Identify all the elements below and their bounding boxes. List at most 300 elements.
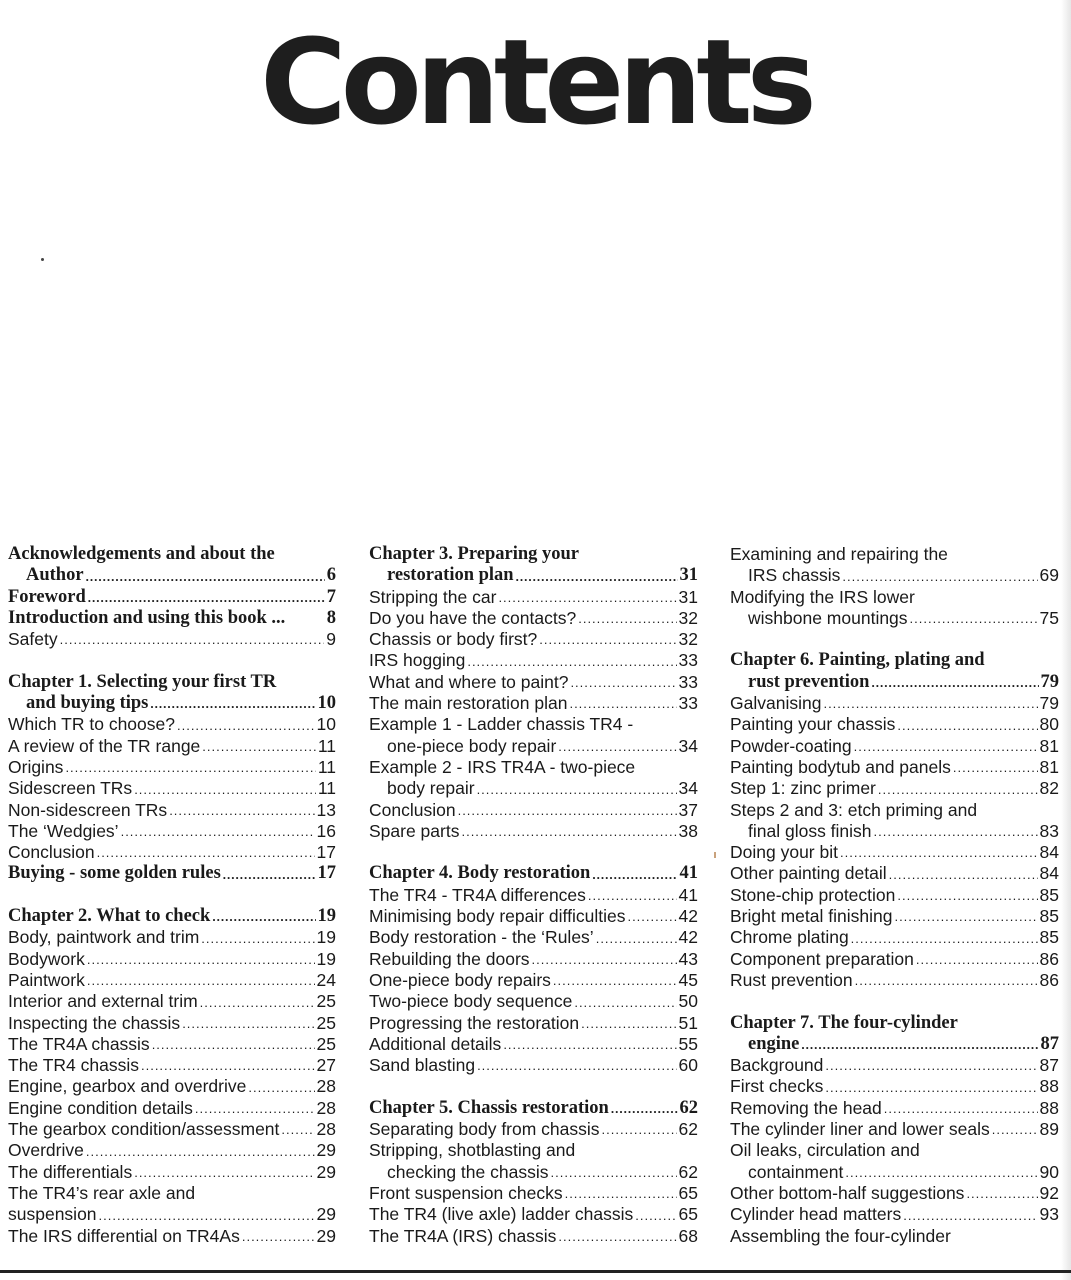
toc-entry [730, 778, 1059, 799]
toc-page-number: 50 [678, 991, 698, 1012]
toc-entry-line [730, 757, 1059, 778]
dot-leader [242, 1230, 315, 1247]
toc-entry-label: rust prevention [748, 671, 870, 692]
toc-entry-label: Overdrive [8, 1140, 84, 1161]
print-speck [714, 852, 716, 858]
dot-leader [498, 591, 676, 608]
toc-entry [730, 1098, 1059, 1119]
toc-page-number: 55 [678, 1033, 698, 1054]
toc-entry [369, 1119, 698, 1140]
dot-leader [86, 1145, 315, 1162]
toc-page-number: 42 [678, 906, 698, 927]
toc-entry [730, 1119, 1059, 1140]
toc-entry [369, 991, 698, 1012]
toc-entry [730, 587, 1059, 630]
toc-entry-line [369, 949, 698, 970]
toc-entry-line [730, 587, 1059, 608]
toc-entry-line [8, 927, 336, 948]
toc-page-number: 88 [1039, 1076, 1059, 1097]
toc-entry-label: Chapter 6. Painting, plating and [730, 650, 985, 671]
toc-entry-line [730, 970, 1059, 991]
toc-entry-line [8, 565, 336, 586]
toc-entry-line [730, 778, 1059, 799]
toc-entry [8, 1076, 336, 1097]
toc-entry-line [730, 1013, 1059, 1034]
toc-entry-label: Body restoration - the ‘Rules’ [369, 927, 594, 948]
toc-entry [730, 693, 1059, 714]
toc-entry-line [8, 778, 336, 799]
toc-entry [369, 949, 698, 970]
toc-entry-line [8, 800, 336, 821]
toc-entry-line [8, 1055, 336, 1076]
toc-entry-label: engine [748, 1033, 800, 1054]
dot-leader [539, 633, 676, 650]
toc-entry-label: Example 1 - Ladder chassis TR4 - [369, 714, 634, 735]
toc-entry-label: one-piece body repair [387, 735, 557, 756]
toc-entry [730, 1183, 1059, 1204]
toc-page-number: 25 [316, 991, 336, 1012]
toc-entry-line [730, 714, 1059, 735]
toc-entry-line [8, 1076, 336, 1097]
toc-heading-entry [8, 906, 336, 927]
toc-page-number: 41 [678, 884, 698, 905]
toc-entry [369, 927, 698, 948]
dot-leader [87, 953, 315, 970]
toc-heading-entry [8, 544, 336, 587]
dot-leader [570, 676, 676, 693]
toc-entry-label: and buying tips [26, 693, 149, 714]
toc-entry-line [369, 757, 698, 778]
toc-entry-label: Non-sidescreen TRs [8, 799, 168, 820]
toc-entry [369, 1140, 698, 1183]
toc-page-number: 8 [326, 607, 336, 628]
toc-page-number: 88 [1039, 1097, 1059, 1118]
section-gap [8, 885, 336, 906]
toc-entry-label: Body, paintwork and trim [8, 927, 200, 948]
toc-entry [730, 927, 1059, 948]
dot-leader [182, 1017, 314, 1034]
dot-leader [97, 846, 315, 863]
toc-entry-line [369, 821, 698, 842]
toc-entry-label: containment [748, 1161, 844, 1182]
toc-entry [369, 800, 698, 821]
toc-page-number: 81 [1039, 756, 1059, 777]
toc-page-number: 19 [316, 927, 336, 948]
toc-entry-line [730, 1183, 1059, 1204]
toc-entry [8, 991, 336, 1012]
toc-entry-line [369, 672, 698, 693]
dot-leader [910, 612, 1038, 629]
toc-entry [8, 842, 336, 863]
dot-leader [825, 1059, 1037, 1076]
toc-entry-label: What and where to paint? [369, 671, 569, 692]
toc-entry-line [730, 608, 1059, 629]
toc-entry [8, 1119, 336, 1140]
dot-leader [532, 953, 677, 970]
dot-leader [878, 783, 1038, 800]
toc-entry [730, 949, 1059, 970]
toc-entry [369, 672, 698, 693]
toc-entry-line [8, 1204, 336, 1225]
toc-entry-label: Spare parts [369, 820, 460, 841]
dot-leader [152, 1038, 315, 1055]
toc-entry-label: The TR4 - TR4A differences [369, 884, 586, 905]
toc-entry-label: Powder-coating [730, 735, 852, 756]
page-title: Contents [260, 13, 811, 151]
toc-entry-line [730, 906, 1059, 927]
toc-entry [8, 949, 336, 970]
toc-entry-line [369, 587, 698, 608]
toc-entry-line [369, 991, 698, 1012]
toc-entry [8, 778, 336, 799]
toc-entry-line [730, 1204, 1059, 1225]
dot-leader [86, 570, 325, 587]
toc-entry [369, 906, 698, 927]
toc-entry-label: Painting your chassis [730, 714, 896, 735]
toc-entry-label: Doing your bit [730, 842, 838, 863]
toc-entry-line [8, 1119, 336, 1140]
toc-entry-label: Which TR to choose? [8, 714, 175, 735]
toc-entry-label: The TR4A (IRS) chassis [369, 1225, 557, 1246]
toc-page-number: 24 [316, 969, 336, 990]
toc-entry-label: The differentials [8, 1161, 133, 1182]
toc-column-3 [730, 544, 1059, 1247]
toc-entry-label: Two-piece body sequence [369, 991, 573, 1012]
toc-entry-label: The TR4’s rear axle and [8, 1182, 196, 1203]
toc-entry [8, 821, 336, 842]
toc-entry-line [8, 672, 336, 693]
toc-entry-line [369, 565, 698, 586]
dot-leader [169, 804, 314, 821]
toc-entry-label: Other bottom-half suggestions [730, 1182, 965, 1203]
dot-leader [212, 910, 315, 927]
toc-entry [369, 821, 698, 842]
toc-entry-label: wishbone mountings [748, 607, 908, 628]
toc-entry-label: Chapter 4. Body restoration [369, 863, 591, 884]
toc-page-number: 85 [1039, 884, 1059, 905]
toc-entry-line [730, 1098, 1059, 1119]
dot-leader [177, 719, 315, 736]
toc-entry-line [730, 1226, 1059, 1247]
toc-entry-label: The TR4 chassis [8, 1055, 139, 1076]
toc-entry [8, 1183, 336, 1226]
dot-leader [503, 1038, 676, 1055]
toc-page-number: 38 [678, 820, 698, 841]
dot-leader [565, 1187, 677, 1204]
toc-entry [8, 736, 336, 757]
toc-entry [730, 863, 1059, 884]
toc-entry-line [8, 970, 336, 991]
toc-entry-label: Engine, gearbox and overdrive [8, 1076, 247, 1097]
toc-page-number: 86 [1039, 948, 1059, 969]
toc-entry-line [369, 1140, 698, 1161]
toc-entry-label: Engine condition details [8, 1097, 193, 1118]
toc-entry-label: Oil leaks, circulation and [730, 1140, 920, 1161]
toc-entry [369, 970, 698, 991]
toc-entry [369, 1055, 698, 1076]
dot-leader [592, 868, 677, 885]
toc-page-number: 42 [678, 927, 698, 948]
toc-entry-line [8, 629, 336, 650]
toc-entry-line [369, 1055, 698, 1076]
toc-heading-entry [8, 587, 336, 608]
toc-entry-label: Stripping, shotblasting and [369, 1140, 576, 1161]
toc-page-number: 83 [1039, 820, 1059, 841]
toc-page-number: 29 [316, 1204, 336, 1225]
section-gap [369, 842, 698, 863]
toc-entry-line [730, 821, 1059, 842]
toc-entry [369, 1204, 698, 1225]
toc-entry-line [730, 1119, 1059, 1140]
toc-entry-label: The ‘Wedgies’ [8, 820, 119, 841]
toc-entry-line [369, 800, 698, 821]
toc-entry [369, 714, 698, 757]
toc-page-number: 81 [1039, 735, 1059, 756]
dot-leader [842, 570, 1037, 587]
dot-leader [88, 591, 325, 608]
toc-entry-label: The TR4 (live axle) ladder chassis [369, 1204, 634, 1225]
toc-entry-line [8, 544, 336, 565]
toc-entry-label: Component preparation [730, 948, 914, 969]
toc-entry [730, 757, 1059, 778]
toc-entry-label: restoration plan [387, 565, 514, 586]
dot-leader [596, 932, 677, 949]
toc-entry [8, 1226, 336, 1247]
dot-leader [992, 1123, 1038, 1140]
toc-page-number: 32 [678, 607, 698, 628]
toc-entry-label: Buying - some golden rules [8, 863, 221, 884]
toc-entry-line [369, 863, 698, 884]
toc-entry-label: The TR4A chassis [8, 1033, 150, 1054]
toc-entry [369, 693, 698, 714]
dot-leader [550, 1166, 676, 1183]
toc-page-number: 41 [679, 863, 698, 884]
toc-page-number: 16 [316, 820, 336, 841]
dot-leader [195, 1102, 315, 1119]
toc-entry-label: Examining and repairing the [730, 544, 948, 564]
toc-page-number: 11 [317, 756, 336, 777]
dot-leader [248, 1081, 314, 1098]
toc-page-number: 10 [316, 714, 336, 735]
dot-leader [635, 1209, 676, 1226]
dot-leader [894, 910, 1037, 927]
dot-leader [200, 996, 315, 1013]
toc-entry-label: The gearbox condition/assessment [8, 1119, 280, 1140]
dot-leader [953, 761, 1038, 778]
toc-entry-line [730, 1140, 1059, 1161]
toc-entry-line [8, 1162, 336, 1183]
toc-entry-label: Conclusion [369, 799, 456, 820]
toc-entry [730, 1076, 1059, 1097]
toc-entry-label: Step 1: zinc primer [730, 778, 876, 799]
section-gap [730, 629, 1059, 650]
toc-heading-entry [8, 608, 336, 629]
toc-entry [369, 1183, 698, 1204]
toc-page-number: 93 [1039, 1204, 1059, 1225]
dot-leader [134, 783, 316, 800]
dot-leader [467, 655, 676, 672]
toc-page-number: 62 [678, 1119, 698, 1140]
toc-entry [730, 970, 1059, 991]
toc-heading-entry [730, 650, 1059, 693]
toc-entry-line [369, 1034, 698, 1055]
toc-entry [730, 1204, 1059, 1225]
toc-entry-label: Author [26, 565, 84, 586]
toc-entry-label: Chapter 3. Preparing your [369, 544, 580, 564]
dot-leader [966, 1187, 1037, 1204]
toc-page-number: 69 [1039, 565, 1059, 586]
toc-entry-line [730, 842, 1059, 863]
toc-page-number: 29 [316, 1225, 336, 1246]
toc-entry-line [730, 927, 1059, 948]
toc-entry [369, 885, 698, 906]
dot-leader [574, 996, 676, 1013]
toc-entry-line [730, 949, 1059, 970]
toc-entry-label: IRS chassis [748, 565, 841, 586]
print-speck [41, 258, 44, 261]
toc-entry-line [730, 1076, 1059, 1097]
toc-entry-line [8, 1098, 336, 1119]
toc-entry-label: Introduction and using this book ... [8, 607, 286, 628]
toc-entry [369, 757, 698, 800]
toc-entry-label: Modifying the IRS lower [730, 586, 915, 607]
toc-entry-label: final gloss finish [748, 820, 872, 841]
toc-entry-line [8, 587, 336, 608]
toc-page-number: 68 [678, 1225, 698, 1246]
toc-page-number: 75 [1039, 607, 1059, 628]
toc-entry [8, 1034, 336, 1055]
toc-entry-label: body repair [387, 778, 475, 799]
toc-entry-label: Chapter 7. The four-cylinder [730, 1012, 958, 1033]
toc-page-number: 31 [678, 586, 698, 607]
toc-page-number: 34 [678, 735, 698, 756]
toc-entry-line [8, 821, 336, 842]
toc-entry-label: Assembling the four-cylinder [730, 1225, 951, 1246]
toc-page-number: 28 [316, 1076, 336, 1097]
section-gap [369, 1076, 698, 1097]
toc-entry-label: The cylinder liner and lower seals [730, 1119, 990, 1140]
toc-entry [8, 757, 336, 778]
toc-entry-line [8, 693, 336, 714]
toc-entry [730, 736, 1059, 757]
toc-page-number: 13 [316, 799, 336, 820]
toc-page-number: 60 [678, 1055, 698, 1076]
toc-page-number: 27 [316, 1055, 336, 1076]
toc-entry [369, 650, 698, 671]
toc-page-number: 28 [316, 1119, 336, 1140]
toc-entry-line [8, 991, 336, 1012]
toc-page-number: 62 [678, 1161, 698, 1182]
dot-leader [558, 1230, 676, 1247]
dot-leader [60, 633, 325, 650]
toc-entry-line [730, 863, 1059, 884]
toc-entry-label: Foreword [8, 586, 86, 607]
toc-entry-label: Interior and external trim [8, 991, 198, 1012]
toc-page-number: 25 [316, 1012, 336, 1033]
toc-page-number: 7 [326, 586, 336, 607]
toc-entry [8, 1013, 336, 1034]
dot-leader [578, 612, 676, 629]
toc-entry-line [369, 927, 698, 948]
toc-page-number: 62 [679, 1097, 698, 1118]
dot-leader [581, 1017, 676, 1034]
toc-page-number: 51 [678, 1012, 698, 1033]
toc-entry-label: Chapter 5. Chassis restoration [369, 1097, 609, 1118]
toc-entry-label: The IRS differential on TR4As [8, 1225, 240, 1246]
toc-entry-line [8, 842, 336, 863]
toc-entry-label: Origins [8, 756, 64, 777]
toc-entry-label: First checks [730, 1076, 824, 1097]
toc-entry-label: Stone-chip protection [730, 884, 896, 905]
toc-entry-line [369, 906, 698, 927]
toc-entry-line [8, 1183, 336, 1204]
toc-entry [8, 1055, 336, 1076]
toc-entry-label: Chrome plating [730, 927, 849, 948]
toc-entry-label: Bright metal finishing [730, 906, 893, 927]
toc-entry-line [730, 1162, 1059, 1183]
toc-entry-line [8, 736, 336, 757]
toc-entry-label: The main restoration plan [369, 693, 568, 714]
toc-entry-line [369, 885, 698, 906]
toc-entry [730, 800, 1059, 843]
toc-entry-line [369, 1226, 698, 1247]
toc-entry-label: Galvanising [730, 693, 822, 714]
toc-page-number: 9 [326, 629, 336, 650]
dot-leader [461, 825, 676, 842]
toc-heading-entry [730, 1013, 1059, 1056]
toc-entry [8, 629, 336, 650]
toc-column-2 [369, 544, 698, 1247]
toc-entry [730, 842, 1059, 863]
toc-entry [730, 1226, 1059, 1247]
dot-leader [558, 740, 676, 757]
toc-entry [8, 927, 336, 948]
toc-entry [730, 906, 1059, 927]
toc-entry-label: Background [730, 1055, 824, 1076]
toc-page-number: 92 [1039, 1182, 1059, 1203]
toc-entry-label: Inspecting the chassis [8, 1012, 181, 1033]
dot-leader [65, 761, 315, 778]
toc-entry [730, 714, 1059, 735]
dot-leader [569, 697, 676, 714]
dot-leader [150, 697, 315, 714]
dot-leader [223, 868, 316, 885]
toc-entry-line [8, 1034, 336, 1055]
toc-entry-label: Chassis or body first? [369, 629, 538, 650]
toc-entry-line [8, 608, 336, 629]
toc-entry-label: Steps 2 and 3: etch priming and [730, 799, 978, 820]
toc-entry-line [730, 672, 1059, 693]
toc-entry-line [8, 906, 336, 927]
toc-entry [8, 1098, 336, 1119]
toc-entry-line [730, 1034, 1059, 1055]
toc-page-number: 82 [1039, 778, 1059, 799]
toc-entry-label: Additional details [369, 1033, 502, 1054]
toc-entry [369, 608, 698, 629]
toc-entry-label: Sidescreen TRs [8, 778, 133, 799]
section-gap [730, 991, 1059, 1012]
toc-entry [8, 800, 336, 821]
toc-entry [730, 885, 1059, 906]
toc-entry-line [730, 650, 1059, 671]
toc-entry-line [8, 1140, 336, 1161]
toc-entry [369, 629, 698, 650]
toc-entry [8, 1140, 336, 1161]
toc-page-number: 19 [317, 906, 336, 927]
toc-heading-entry [369, 863, 698, 884]
toc-entry-line [730, 565, 1059, 586]
toc-page-number: 37 [678, 799, 698, 820]
